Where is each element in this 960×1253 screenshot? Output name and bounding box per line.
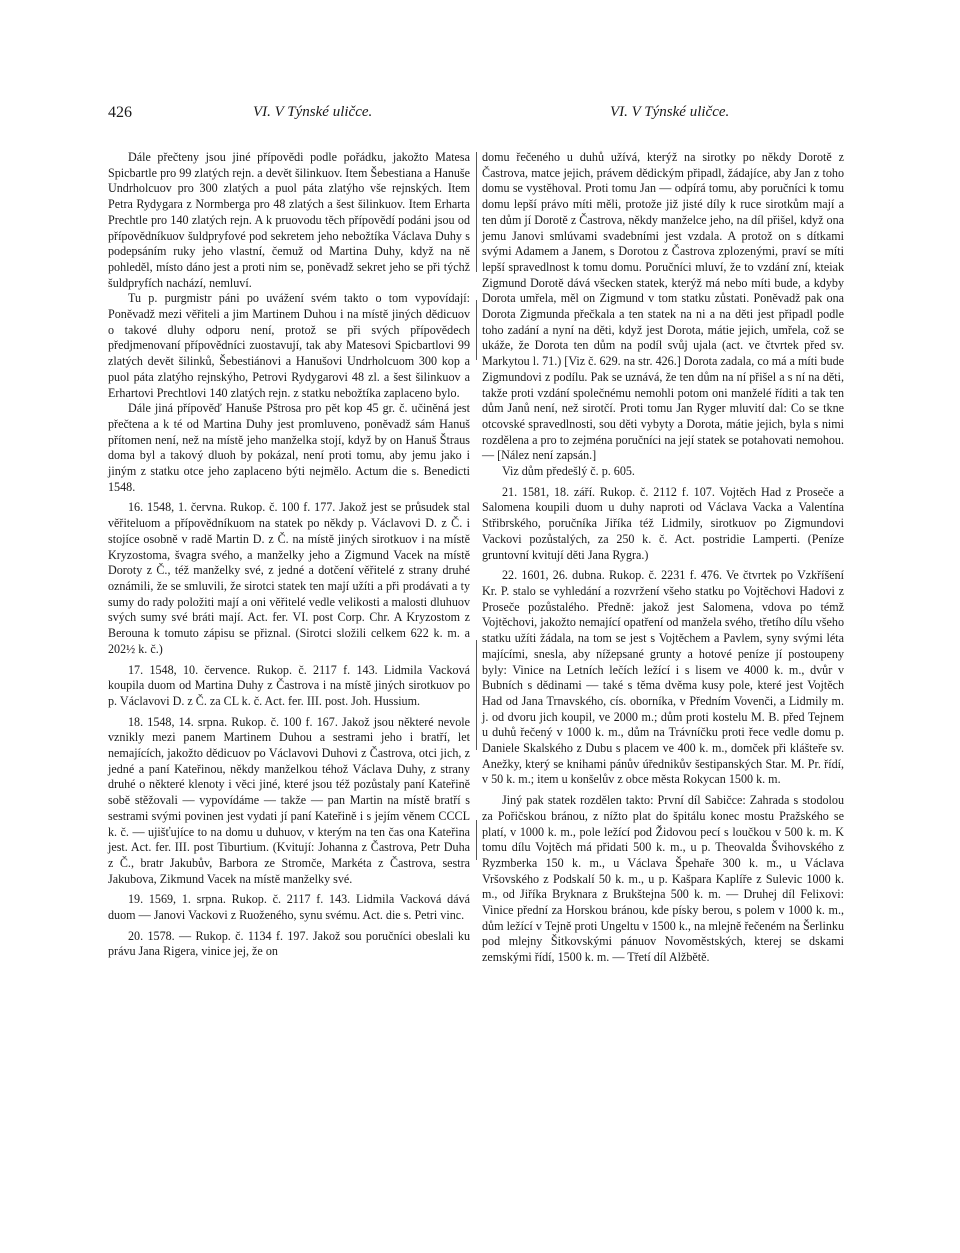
paragraph: Jiný pak statek rozdělen takto: První díl Sabičce: Zahrada s stodolou za Pořičskou bránou, z nížto plat do špitálu konec mostu Pražského se platí, v 1000 k. m., pole ležící pod Židovou pecí s loučkou v 500 k. m. K tomu dílu Vojtěch má přidati 500 k. m., u p. Theovalda Švihovského z Ryzmberka 150 k. m., u Václava Špehaře 300 k. m., u Václava Vršovského z Podskalí 50 k. m., u p. Kašpara Kaplíře z Sulevic 1000 k. m., od Jiříka Bryknara z Brukštejna 500 k. m. — Druhej díl Felixovi: Vinice přední za Horskou bránou, kde písky berou, s polem v 1000 k. m., dům ležící v Tejně proti Ungeltu v 1500 k., na mlejně řečeném na Šerlinku pod mlejny Šitkovskými pánuov Novoměstských, kterej se dskami zemskými řídí, 1500 k. m. — Třetí díl Alžbětě.	[482, 793, 844, 965]
paragraph: Dále přečteny jsou jiné přípovědi podle pořádku, jakožto Matesa Spicbartle pro 99 zlatých rejn. a devět šilinkuov. Item Šebestiana a Hanuše Undrholcuov pro 300 zlatých a puol páta zlatýho vše rejnských. Item Petra Rydygara z Normberga pro 48 zlatých a šest šilinkuov. Item Erharta Prechtle pro 140 zlatých rejn. A k pruovodu těch přípovědí podáni jsou od přípovědníkuov šuldpryfové pod sekretem jeho nebožtíka Václava Duhy s podepsáním ruky jeho vlastní, čemuž od Martina Duhy, když na ně pohleděl, místo dáno jest a proti nim se, poněvadž sekret jeho se při týchž šuldpryfích nachází, nemluví.	[108, 150, 470, 290]
column-divider	[476, 152, 477, 272]
running-title-right: VI. V Týnské uličce.	[610, 104, 730, 120]
running-title-left: VI. V Týnské uličce.	[253, 104, 373, 120]
right-column	[482, 150, 844, 966]
page-header	[108, 104, 844, 130]
entry-17: 17. 1548, 10. července. Rukop. č. 2117 f. 143. Lidmila Vacková koupila duom od Martina Duhy z Častrova i na místě jiných sirotkuov po p. Václavovi D. z Č. za CL k. č. Act. fer. III. post. Joh. Hussium.	[108, 662, 470, 708]
page-number: 426	[108, 104, 132, 121]
paragraph: Tu p. purgmistr páni po uvážení svém takto o tom vypovídají: Poněvadž mezi věřiteli a jim Martinem Duhou i na místě jiných dědicuov o takové dluhy odporu není, protož se při svých přípovědech předjmenovaní přípovědníci zuostavují, tak aby Matesovi Spicbartlovi 99 zlatých devět šilinků, Šebestiánovi a Hanušovi Undrholcuom 300 kop a puol páta zlatýho rejnskýho, Petrovi Rydygarovi 48 zl. a šest šilinkuov a Erhartovi Prechtlovi 140 zlatých rejn. z statku nebožtíka zaplaceno bylo.	[108, 291, 470, 400]
cross-reference: Viz dům předešlý č. p. 605.	[502, 464, 635, 479]
paragraph: Dále jiná přípověď Hanuše Pštrosa pro pět kop 45 gr. č. učiněná jest přečtena a k té od Martina Duhy jest promluveno, poněvadž sám Hanuš přítomen není, než na místě jeho manželka stojí, když by on Hanuš Štraus doma byl a takový dluoh by pokázal, není proti tomu, aby jemu jako i jiným z statku otce jeho zaplaceno býti nejmělo. Actum die s. Benedicti 1548.	[108, 401, 470, 494]
entry-16: 16. 1548, 1. června. Rukop. č. 100 f. 177. Jakož jest se průsudek stal věřiteluom a přípovědníkuom na statek po někdy p. Václavovi D. z Č. i stojíce osobně v radě Martin D. z Č. na místě jiných sirotkuov i na místě Kryzostoma, švagra svého, a manželky jeho a Zigmund Vacek na místě Doroty z Č., též manželky své, z jedné a dotčení věřitelé z strany druhé oznámili, že se smluvili, že sirotci statek ten mají užíti a při prodávati a ty sumy do rady položiti mají a oni věřitelé vedle velikosti a malosti dluhuov svých sumy své bráti mají. Act. fer. VI. post Corp. Chr. A Kryzostom z Berouna k tomuto zápisu se přiznal. (Sirotci složili celkem 622 k. m. a 202½ k. č.)	[108, 500, 470, 656]
column-divider	[476, 640, 477, 750]
column-divider	[476, 300, 477, 360]
entry-19: 19. 1569, 1. srpna. Rukop. č. 2117 f. 143. Lidmila Vacková dává duom — Janovi Vackovi z Ruoženého, synu svému. Act. die s. Petri vinc.	[108, 892, 470, 923]
left-column	[108, 150, 470, 960]
paragraph: domu řečeného u duhů užívá, kterýž na sirotky po někdy Dorotě z Častrova, matce jejich, právem dědickým připadl, žádajíce, aby Jan z toho domu se vystěhoval. Proti tomu Jan — odpírá tomu, aby poručníci k tomu domu lepší právo míti měli, protože již jisté díly k ruce sirotkům mají a ten dům jí Dorotě z Častrova, někdy manželce jeho, na díl přišel, když ona jemu Janovi smlúvami svadebními jest vzdala. A protož on s dítkami svými Adamem a Janem, s Dorotou z Častrova zplozenými, praví se míti lepší spravedlnost k tomu domu. Poručníci mluví, že to vzdání zní, kteiak Zigmund Dorotě dává všecken statek, kterýž má nebo míti bude, a kdyby Dorota umřela, měl on Zigmund v tom statku zůstati. Poněvadž pak ona Dorota Zigmunda přečkala a ten statek na ni a na děti jest připadl podle toho zadání a nyní na děti, když jest Dorota, mátie jejich, umřela, což se ukáže, že Dorota ten dům na podíl svůj ujala (act. ve čtvrtek před sv. Markytou l. 71.) [Viz č. 629. na str. 426.] Dorota zadala, co má a míti bude Zigmundovi z podílu. Pak se uznává, že ten dům na ní přišel a s ní na děti, takže proti vzdání společnému nemohli potom oni manželé říditi a tak ten dům Janů není, než sirotčí. Proti tomu Jan Ryger mluvití dal: Co se tkne otcovské spravedlnosti, sou děti vybyty a Dorota, mátie jejich, byla s nimi rozdělena a pro to zejména poručníci na její statek se potahovati nemohou. — [Nález není zapsán.]	[482, 150, 844, 463]
entry-18: 18. 1548, 14. srpna. Rukop. č. 100 f. 167. Jakož jsou některé nevole vznikly mezi panem Martinem Duhou a sestrami jeho i bratří, let nemajících, jakožto dědicuov po Václavovi Duhovi z Častrova, otci jich, z jedné a paní Kateřinou, někdy manželkou téhož Václava Duhy, z strany druhé o některé klenoty i věci jiné, které jsou též pozůstaly paní Kateřině sobě stěžovali — vypovídáme — takže — pan Martin na místě bratří s sestrami svými povinen jest vydati jí paní Kateřině i s jejím věnem CCCL k. č. — ujišťujíce to na domu u duhuov, v kterým na ten čas ona Kateřina jest. Act. fer. III. post Tiburtium. (Kvitují: Johanna z Častrova, Petr Duha z Č., bratr Jakubův, Barbora ze Stromče, Markéta z Častrova, sestra Jakubova, Zikmund Vacek na místě manželky své.	[108, 714, 470, 886]
column-divider	[476, 820, 477, 860]
entry-20: 20. 1578. — Rukop. č. 1134 f. 197. Jakož sou poručníci obeslali ku právu Jana Rigera, vinice jej, že on	[108, 928, 470, 959]
entry-22: 22. 1601, 26. dubna. Rukop. č. 2231 f. 476. Ve čtvrtek po Vzkříšení Kr. P. stalo se vyhledání a rozvržení všeho statku po Vojtěchovi Hadovi z Proseče pozůstalého. Předně: jakož jest Salomena, vdova po témž Vojtěchovi, jakožto nemající opatření od manžela svého, třetího dílu všeho statku užíti žádala, na tom se jest s Vojtěchem a Pavlem, syny svými léta majícími, snesla, aby nížepsané grunty a hotové peníze jí postoupeny byly: Vinice na Letních lečích ležící i s lisem ve 4000 k. m., dvůr v Bubních s dědinami — také s těma dvěma kusy pole, které jest Vojtěch Had od Jana Trnavského, cís. oborníka, v Předním Vovenči, a Lidmily m. j. od dvoru jich koupil, ve 2000 m.; dům proti kostelu M. B. před Tejnem u duhů řečený v 1000 k. m., dům na Trávníčku proti řece vedle domu p. Daniele Skalského z Dubu s placem ve 400 k. m., domček při klášteře sv. Anežky, který se knihami pánův úřednikův šestipanských Star. M. Pr. řídí, v 50 k. m.; item u konšelův z obce města Rokycan 1500 k. m.	[482, 568, 844, 787]
entry-21: 21. 1581, 18. září. Rukop. č. 2112 f. 107. Vojtěch Had z Proseče a Salomena koupili duom u duhy naproti od Václava Vacka a Valentína Střibrského, poručníka Jiříka též Lidmily, sirotkuov po Zigmundovi Vackovi pozůstalých, za 250 k. č. Act. postridie Lamperti. (Peníze gruntovní kvitují děti Jana Rygra.)	[482, 484, 844, 562]
